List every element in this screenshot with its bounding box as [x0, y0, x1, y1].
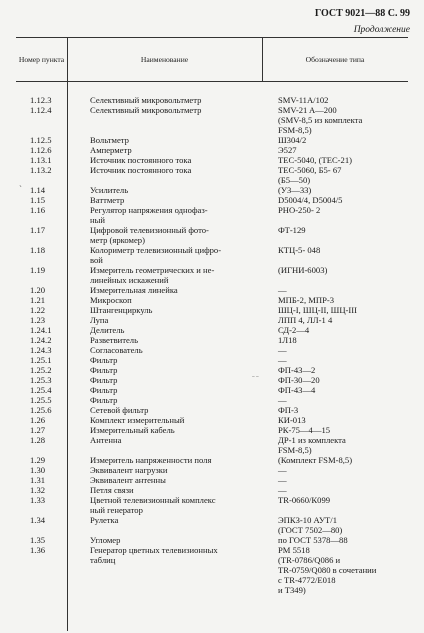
- row-name: Регулятор напряжения однофаз-: [90, 205, 208, 215]
- row-name: Фильтр: [90, 395, 118, 405]
- row-designation: КИ-013: [278, 415, 306, 425]
- row-number: 1.12.6: [30, 145, 52, 155]
- row-designation: КТЦ-5- 048: [278, 245, 321, 255]
- scan-mark: ~ ~: [252, 375, 259, 380]
- row-designation: (ИГНИ-6003): [278, 265, 328, 275]
- row-name: таблиц: [90, 555, 116, 565]
- row-name: Цветной телевизионный комплекс: [90, 495, 216, 505]
- row-number: 1.32: [30, 485, 46, 495]
- row-number: 1.26: [30, 415, 46, 425]
- row-designation: ЭПКЗ-10 АУТ/1: [278, 515, 337, 525]
- row-number: 1.13.1: [30, 155, 52, 165]
- row-number: 1.28: [30, 435, 46, 445]
- equipment-table: [16, 37, 408, 631]
- row-name: Амперметр: [90, 145, 132, 155]
- row-number: 1.29: [30, 455, 46, 465]
- row-designation: 1Л18: [278, 335, 297, 345]
- row-designation: —: [278, 485, 287, 495]
- row-number: 1.25.2: [30, 365, 52, 375]
- row-number: 1.18: [30, 245, 46, 255]
- row-designation: (У3—33): [278, 185, 312, 195]
- row-name: Лупа: [90, 315, 109, 325]
- row-name: Источник постоянного тока: [90, 155, 192, 165]
- row-number: 1.13.2: [30, 165, 52, 175]
- row-name: Цифровой телевизионный фото-: [90, 225, 209, 235]
- row-number: 1.16: [30, 205, 46, 215]
- row-name: Фильтр: [90, 385, 118, 395]
- row-name: Генератор цветных телевизионных: [90, 545, 218, 555]
- row-number: 1.12.5: [30, 135, 52, 145]
- row-name: Рулетка: [90, 515, 119, 525]
- row-name: линейных искажений: [90, 275, 169, 285]
- row-number: 1.23: [30, 315, 46, 325]
- row-name: Эквивалент нагрузки: [90, 465, 168, 475]
- row-designation: SMV-21 A—200: [278, 105, 337, 115]
- row-designation: ФП-30—20: [278, 375, 320, 385]
- row-number: 1.24.1: [30, 325, 52, 335]
- row-name: Вольтметр: [90, 135, 129, 145]
- row-number: 1.25.1: [30, 355, 52, 365]
- row-designation: Ш304/2: [278, 135, 307, 145]
- row-number: 1.25.4: [30, 385, 52, 395]
- row-number: 1.33: [30, 495, 46, 505]
- row-designation: ФП-43—2: [278, 365, 316, 375]
- row-name: Источник постоянного тока: [90, 165, 192, 175]
- row-number: 1.31: [30, 475, 46, 485]
- row-name: Фильтр: [90, 355, 118, 365]
- row-name: Разветвитель: [90, 335, 138, 345]
- row-name: Селективный микровольтметр: [90, 105, 202, 115]
- row-designation: (TR-0786/Q086 и: [278, 555, 341, 565]
- row-number: 1.19: [30, 265, 46, 275]
- row-designation: с TR-4772/E018: [278, 575, 336, 585]
- row-name: ный генератор: [90, 505, 143, 515]
- row-designation: FSM-8,5): [278, 125, 312, 135]
- column-header-designation: Обозначение типа: [305, 54, 365, 64]
- row-name: Сетевой фильтр: [90, 405, 149, 415]
- column-header-name: Наименование: [140, 54, 189, 64]
- row-designation: Э527: [278, 145, 297, 155]
- row-name: вой: [90, 255, 103, 265]
- row-designation: РНО-250- 2: [278, 205, 321, 215]
- row-number: 1.27: [30, 425, 46, 435]
- row-number: 1.34: [30, 515, 46, 525]
- row-designation: (Б5—50): [278, 175, 311, 185]
- scan-mark: `: [19, 184, 22, 194]
- row-designation: —: [278, 475, 287, 485]
- row-designation: (SMV-8,5 из комплекта: [278, 115, 363, 125]
- row-designation: —: [278, 355, 287, 365]
- row-designation: ТЕС-5040, (ТЕС-21): [278, 155, 352, 165]
- row-number: 1.24.2: [30, 335, 52, 345]
- row-number: 1.22: [30, 305, 46, 315]
- row-name: Эквивалент антенны: [90, 475, 166, 485]
- row-designation: —: [278, 395, 287, 405]
- table-header-rule: [16, 81, 408, 82]
- column-header-number: Номер пункта: [18, 54, 65, 64]
- row-name: Ваттметр: [90, 195, 125, 205]
- row-name: Микроскоп: [90, 295, 132, 305]
- row-name: Измеритель напряженности поля: [90, 455, 212, 465]
- row-name: Измеритель геометрических и не-: [90, 265, 215, 275]
- row-name: Измерительный кабель: [90, 425, 175, 435]
- row-designation: МПБ-2, МПР-3: [278, 295, 335, 305]
- row-name: Измерительная линейка: [90, 285, 178, 295]
- row-name: Комплект измерительный: [90, 415, 185, 425]
- row-designation: ТЕС-5060, Б5- 67: [278, 165, 342, 175]
- row-number: 1.21: [30, 295, 46, 305]
- row-designation: TR-0759/Q080 в сочетании: [278, 565, 377, 575]
- row-designation: ФТ-129: [278, 225, 306, 235]
- row-designation: ДР-1 из комплекта: [278, 435, 346, 445]
- row-designation: D5004/4, D5004/5: [278, 195, 343, 205]
- continuation-label: Продолжение: [353, 25, 410, 35]
- row-name: ный: [90, 215, 105, 225]
- row-designation: —: [278, 465, 287, 475]
- row-name: Штангенциркуль: [90, 305, 153, 315]
- row-name: Делитель: [90, 325, 125, 335]
- row-name: Селективный микровольтметр: [90, 95, 202, 105]
- row-designation: —: [278, 345, 287, 355]
- row-number: 1.36: [30, 545, 46, 555]
- row-name: Колориметр телевизионный цифро-: [90, 245, 222, 255]
- page-header: ГОСТ 9021—88 С. 99: [314, 8, 410, 19]
- column-divider: [67, 37, 68, 631]
- row-name: Угломер: [90, 535, 121, 545]
- row-designation: ФП-3: [278, 405, 299, 415]
- row-number: 1.35: [30, 535, 46, 545]
- row-designation: FSM-8,5): [278, 445, 312, 455]
- row-designation: SMV-11A/102: [278, 95, 329, 105]
- row-number: 1.12.3: [30, 95, 52, 105]
- row-designation: ШЦ-I, ШЦ-II, ШЦ-III: [278, 305, 357, 315]
- row-name: Фильтр: [90, 365, 118, 375]
- row-name: Усилитель: [90, 185, 129, 195]
- row-number: 1.25.6: [30, 405, 52, 415]
- row-number: 1.14: [30, 185, 46, 195]
- row-designation: (Комплект FSM-8,5): [278, 455, 353, 465]
- row-designation: TR-0660/К099: [278, 495, 331, 505]
- row-number: 1.17: [30, 225, 46, 235]
- row-name: Согласователь: [90, 345, 143, 355]
- row-designation: РМ 5518: [278, 545, 310, 555]
- row-number: 1.30: [30, 465, 46, 475]
- row-designation: ЛПП 4, ЛЛ-1 4: [278, 315, 333, 325]
- row-number: 1.25.3: [30, 375, 52, 385]
- row-number: 1.25.5: [30, 395, 52, 405]
- row-designation: и Т349): [278, 585, 306, 595]
- row-name: Фильтр: [90, 375, 118, 385]
- row-number: 1.12.4: [30, 105, 52, 115]
- row-name: метр (яркомер): [90, 235, 145, 245]
- row-designation: СД-2—4: [278, 325, 310, 335]
- row-designation: РК-75—4—15: [278, 425, 331, 435]
- row-number: 1.15: [30, 195, 46, 205]
- row-designation: (ГОСТ 7502—80): [278, 525, 343, 535]
- row-number: 1.24.3: [30, 345, 52, 355]
- row-designation: по ГОСТ 5378—88: [278, 535, 348, 545]
- row-name: Петля связи: [90, 485, 134, 495]
- row-name: Антенна: [90, 435, 122, 445]
- row-designation: —: [278, 285, 287, 295]
- row-number: 1.20: [30, 285, 46, 295]
- row-designation: ФП-43—4: [278, 385, 316, 395]
